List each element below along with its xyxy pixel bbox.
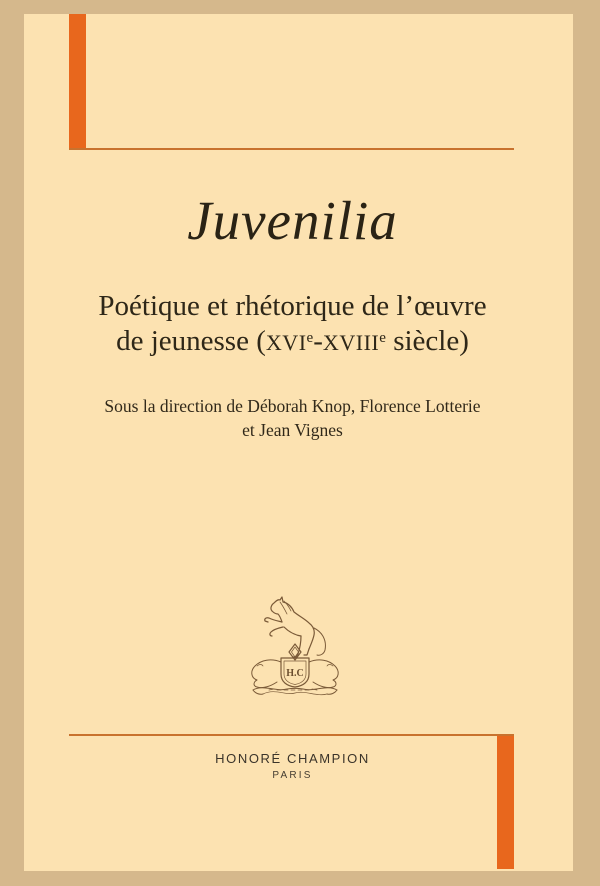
bottom-rule — [69, 734, 514, 736]
century-roman-numeral: XVIII — [322, 330, 380, 355]
horse-icon — [265, 597, 326, 657]
ordinal-superscript: e — [379, 330, 386, 347]
top-rule — [69, 148, 514, 150]
subtitle-line1: Poétique et rhétorique de l’œuvre — [98, 290, 487, 322]
editors-line2: et Jean Vignes — [242, 420, 343, 440]
motto-banner — [253, 688, 337, 695]
editors-line1: Sous la direction de Déborah Knop, Florence Lotterie — [104, 396, 481, 416]
subtitle-line2: de jeunesse (XVIe-XVIIIe siècle) — [116, 325, 469, 357]
top-left-accent-bar — [69, 14, 86, 148]
century-roman-numeral: XVI — [265, 330, 307, 355]
book-title: Juvenilia — [187, 190, 398, 251]
book-subtitle — [24, 289, 561, 360]
publisher-emblem — [243, 594, 347, 712]
publisher-city: PARIS — [272, 770, 313, 781]
monogram-text: H.C — [286, 668, 304, 679]
book-cover-panel — [24, 14, 573, 871]
publisher-name: HONORÉ CHAMPION — [215, 751, 370, 766]
ordinal-superscript: e — [306, 330, 314, 347]
editors-credit — [24, 394, 561, 442]
